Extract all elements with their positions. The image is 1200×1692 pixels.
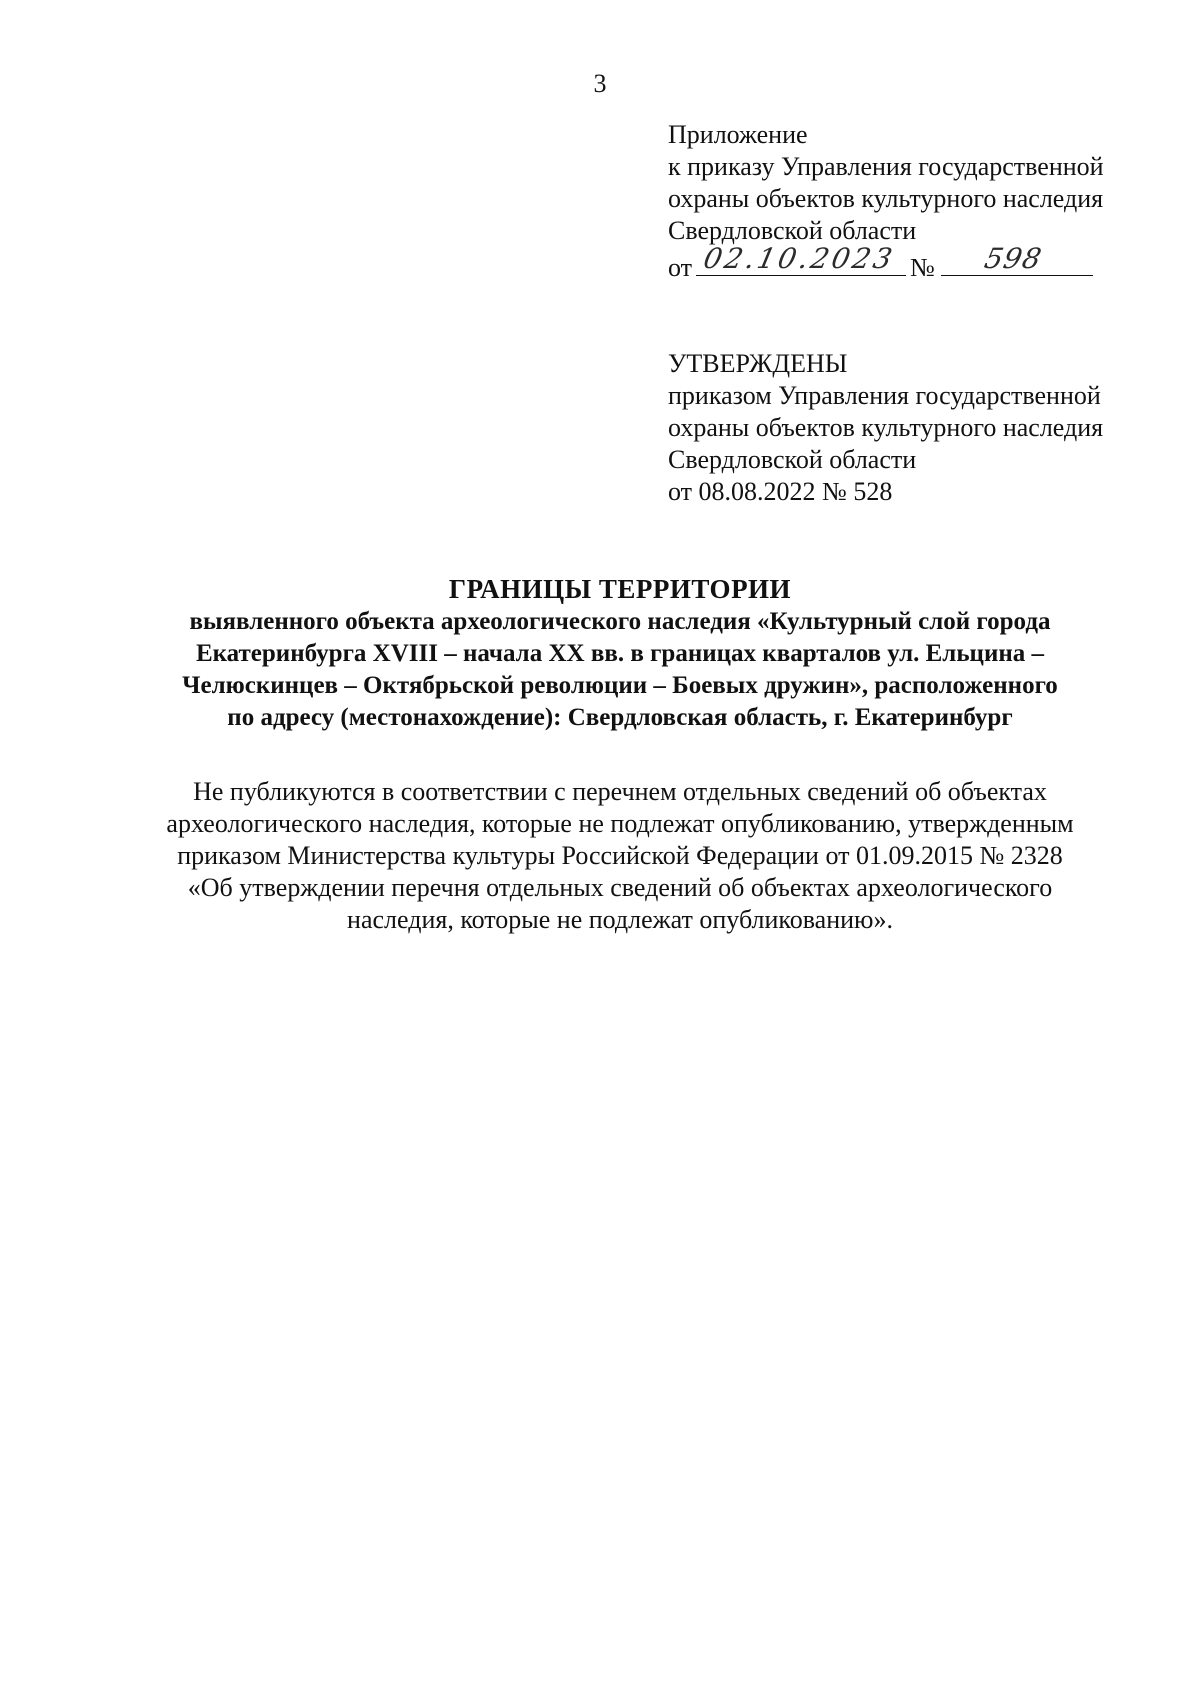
appendix-date-line bbox=[668, 242, 1168, 284]
appendix-line: охраны объектов культурного наследия bbox=[668, 184, 1104, 213]
title-line: по адресу (местонахождение): Свердловская область, г. Екатеринбург bbox=[227, 704, 1013, 731]
approval-line: приказом Управления государственной bbox=[668, 381, 1101, 410]
body-line: «Об утверждении перечня отдельных сведений об объектах археологического bbox=[187, 873, 1053, 902]
appendix-line: к приказу Управления государственной bbox=[668, 152, 1104, 181]
body-line: приказом Министерства культуры Российской Федерации от 01.09.2015 № 2328 bbox=[177, 841, 1063, 870]
body-paragraph bbox=[100, 776, 1140, 936]
title-main: ГРАНИЦЫ ТЕРРИТОРИИ bbox=[448, 574, 792, 604]
approval-line: УТВЕРЖДЕНЫ bbox=[668, 349, 848, 378]
appendix-line: Свердловской области bbox=[668, 216, 917, 245]
number-sign: № bbox=[910, 253, 935, 282]
appendix-line: Приложение bbox=[668, 120, 808, 149]
title-line: выявленного объекта археологического наследия «Культурный слой города bbox=[189, 608, 1051, 635]
title-line: Екатеринбурга XVIII – начала XX вв. в границах кварталов ул. Ельцина – bbox=[195, 640, 1045, 667]
approval-line: от 08.08.2022 № 528 bbox=[668, 477, 893, 506]
approval-header bbox=[668, 348, 1168, 508]
date-prefix: от bbox=[668, 253, 693, 282]
body-line: Не публикуются в соответствии с перечнем отдельных сведений об объектах bbox=[193, 777, 1047, 806]
handwritten-number: 598 bbox=[981, 242, 1045, 275]
handwritten-number-field bbox=[941, 242, 1093, 276]
title-subtitle bbox=[120, 606, 1120, 734]
appendix-header bbox=[668, 119, 1168, 284]
handwritten-date: 02.10.2023 bbox=[700, 242, 898, 275]
body-line: археологического наследия, которые не подлежат опубликованию, утвержденным bbox=[166, 809, 1074, 838]
approval-line: Свердловской области bbox=[668, 445, 917, 474]
body-line: наследия, которые не подлежат опубликованию». bbox=[347, 905, 893, 934]
handwritten-date-field bbox=[696, 242, 906, 276]
page-number: 3 bbox=[593, 69, 607, 98]
title-line: Челюскинцев – Октябрьской революции – Боевых дружин», расположенного bbox=[182, 672, 1058, 699]
document-title bbox=[120, 572, 1120, 734]
approval-line: охраны объектов культурного наследия bbox=[668, 413, 1104, 442]
